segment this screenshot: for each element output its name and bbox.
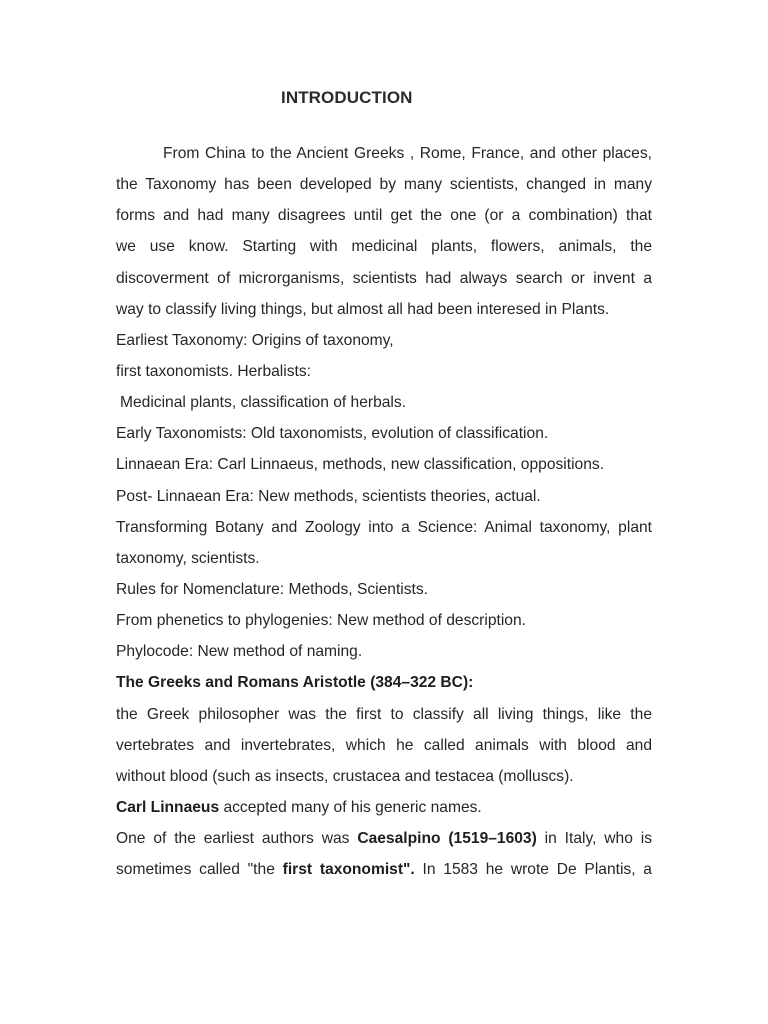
outline-transforming-cont: taxonomy, scientists.	[116, 549, 260, 567]
caesalpino-pre2: sometimes called "the	[116, 861, 283, 879]
aristotle-line: without blood (such as insects, crustacea and testacea (molluscs).	[116, 767, 574, 785]
linnaeus-line	[116, 792, 652, 823]
outline-first-taxonomists: first taxonomists. Herbalists:	[116, 362, 311, 380]
section-heading-greeks	[116, 667, 652, 698]
caesalpino-line	[116, 854, 652, 885]
outline-phenetics: From phenetics to phylogenies: New method of description.	[116, 612, 526, 630]
first-taxonomist: first taxonomist".	[282, 861, 415, 879]
caesalpino-post2: In 1583 he wrote De Plantis, a	[414, 861, 652, 879]
page-title: INTRODUCTION	[281, 88, 413, 107]
outline-rules: Rules for Nomenclature: Methods, Scientists.	[116, 580, 429, 598]
outline-phylocode: Phylocode: New method of naming.	[116, 643, 363, 661]
intro-line: way to classify living things, but almost all had been interesed in Plants.	[116, 300, 610, 318]
outline-transforming: Transforming Botany and Zoology into a Science: Animal taxonomy, plant	[116, 518, 652, 536]
intro-line: the Taxonomy has been developed by many scientists, changed in many	[116, 176, 652, 194]
outline-post-linnaean: Post- Linnaean Era: New methods, scientists theories, actual.	[116, 487, 541, 505]
document-body	[116, 138, 652, 885]
aristotle-line: vertebrates and invertebrates, which he called animals with blood and	[116, 736, 652, 754]
outline-early: Early Taxonomists: Old taxonomists, evolution of classification.	[116, 425, 549, 443]
intro-line: From China to the Ancient Greeks , Rome, France, and other places,	[163, 145, 652, 162]
intro-line: forms and had many disagrees until get the one (or a combination) that	[116, 207, 652, 225]
intro-line: we use know. Starting with medicinal plants, flowers, animals, the	[116, 238, 652, 256]
outline-earliest: Earliest Taxonomy: Origins of taxonomy,	[116, 331, 394, 349]
linnaeus-rest: accepted many of his generic names.	[219, 798, 482, 816]
caesalpino-post: in Italy, who is	[536, 830, 653, 848]
outline-linnaean: Linnaean Era: Carl Linnaeus, methods, new classification, oppositions.	[116, 456, 605, 474]
linnaeus-name: Carl Linnaeus	[116, 798, 220, 816]
caesalpino-line	[116, 823, 652, 854]
intro-line: discoverment of microrganisms, scientists had always search or invent a	[116, 269, 652, 287]
caesalpino-name: Caesalpino (1519–1603)	[357, 830, 537, 848]
outline-medicinal: Medicinal plants, classification of herbals.	[120, 394, 407, 412]
caesalpino-pre: One of the earliest authors was	[116, 830, 358, 848]
aristotle-line: the Greek philosopher was the first to classify all living things, like the	[116, 705, 652, 723]
greeks-heading-text: The Greeks and Romans Aristotle (384–322 BC):	[116, 674, 474, 692]
